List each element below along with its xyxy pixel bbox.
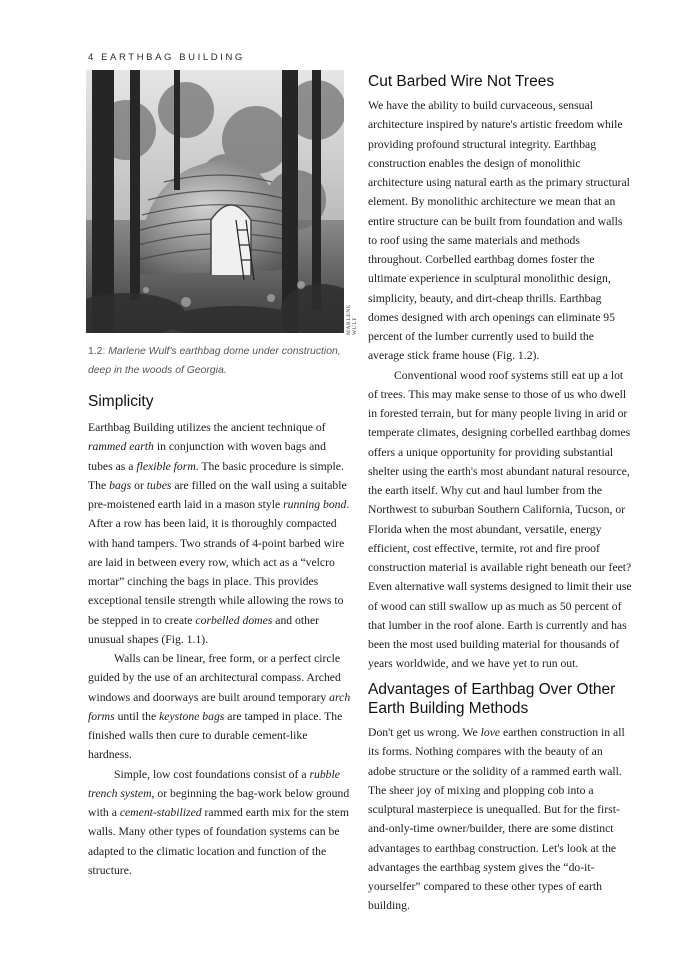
earthbag-dome-photo [86, 70, 344, 333]
simplicity-paragraph-3: Simple, low cost foundations consist of a rubble trench system, or beginning the bag-work below ground with a cement-stabilized rammed earth mix for the stem walls. Many other types of foundation systems can be adapted to the climatic location and function of the structure. [88, 767, 350, 877]
advantages-paragraph-1: Don't get us wrong. We love earthen construction in all its forms. Nothing compares with the beauty of an adobe structure or the solidity of a rammed earth wall. The sheer joy of mixing and plopping cob into a sculptural masterpiece is unequalled. But for the first-and-only-time owner/builder, there are some distinct advantages to earthbag construction. Let's look at the advantages the earthbag system gives the “do-it-yourselfer” compared to these other types of earth building. [368, 726, 625, 913]
figure-caption [88, 342, 348, 380]
heading-cut-barbed-wire: Cut Barbed Wire Not Trees [368, 73, 555, 90]
caption-number: 1.2: [88, 346, 106, 357]
heading-advantages: Advantages of Earthbag Over Other Earth Building Methods [368, 681, 616, 717]
advantages-body [368, 723, 633, 916]
photo-credit: MARLENE WULF [346, 304, 358, 335]
barbed-paragraph-1: We have the ability to build curvaceous, sensual architecture inspired by nature's artistic freedom while providing profound structural integrity. Earthbag construction enables the design of monolithic architecture using natural earth as the primary structural element. By monolithic architecture we mean that an entire structure can be built from foundation and walls to roof using the same materials and methods throughout. Corbelled earthbag domes foster the ultimate experience in sculptural monolithic design, simplicity, beauty, and dirt-cheap thrills. Earthbag domes designed with arch openings can eliminate 95 percent of the lumber currently used to build the average stick frame house (Fig. 1.2). [368, 99, 630, 363]
running-head: 4 EARTHBAG BUILDING [88, 52, 245, 63]
figure-photo [86, 70, 344, 333]
heading-simplicity: Simplicity [88, 393, 154, 410]
simplicity-paragraph-2: Walls can be linear, free form, or a perfect circle guided by the use of an architectural compass. Arched windows and doorways are built around temporary arch forms until the keystone bags are tamped in place. The finished walls then cure to durable cement-like hardness. [88, 652, 351, 762]
simplicity-body [88, 418, 353, 880]
barbed-wire-body [368, 96, 633, 674]
caption-text: Marlene Wulf's earthbag dome under construction, deep in the woods of Georgia. [88, 346, 341, 376]
barbed-paragraph-2: Conventional wood roof systems still eat up a lot of trees. This may make sense to those of us who dwell in forested terrain, but for many people living in arid or temperate climates, designing corbelled earthbag domes offers a unique opportunity for providing substantial shelter using the earth's most abundant natural resource, the earth itself. Why cut and haul lumber from the Northwest to suburban Southern California, Tucson, or Florida when the most abundant, versatile, energy efficient, cost effective, termite, rot and fire proof construction material is available right beneath our feet? Even alternative wall systems designed to limit their use of wood can still swallow up as much as 50 percent of that lumber in the roof alone. Earth is currently and has been the most used building material for thousands of years worldwide, and we have yet to run out. [368, 368, 632, 671]
simplicity-paragraph-1: Earthbag Building utilizes the ancient technique of rammed earth in conjunction with woven bags and tubes as a flexible form. The basic procedure is simple. The bags or tubes are filled on the wall using a suitable pre-moistened earth laid in a mason style running bond. After a row has been laid, it is thoroughly compacted with hand tampers. Two strands of 4-point barbed wire are laid in between every row, which act as a “velcro mortar” cinching the bags in place. This provides exceptional tensile strength while allowing the rows to be stepped in to create corbelled domes and other unusual shapes (Fig. 1.1). [88, 421, 350, 646]
